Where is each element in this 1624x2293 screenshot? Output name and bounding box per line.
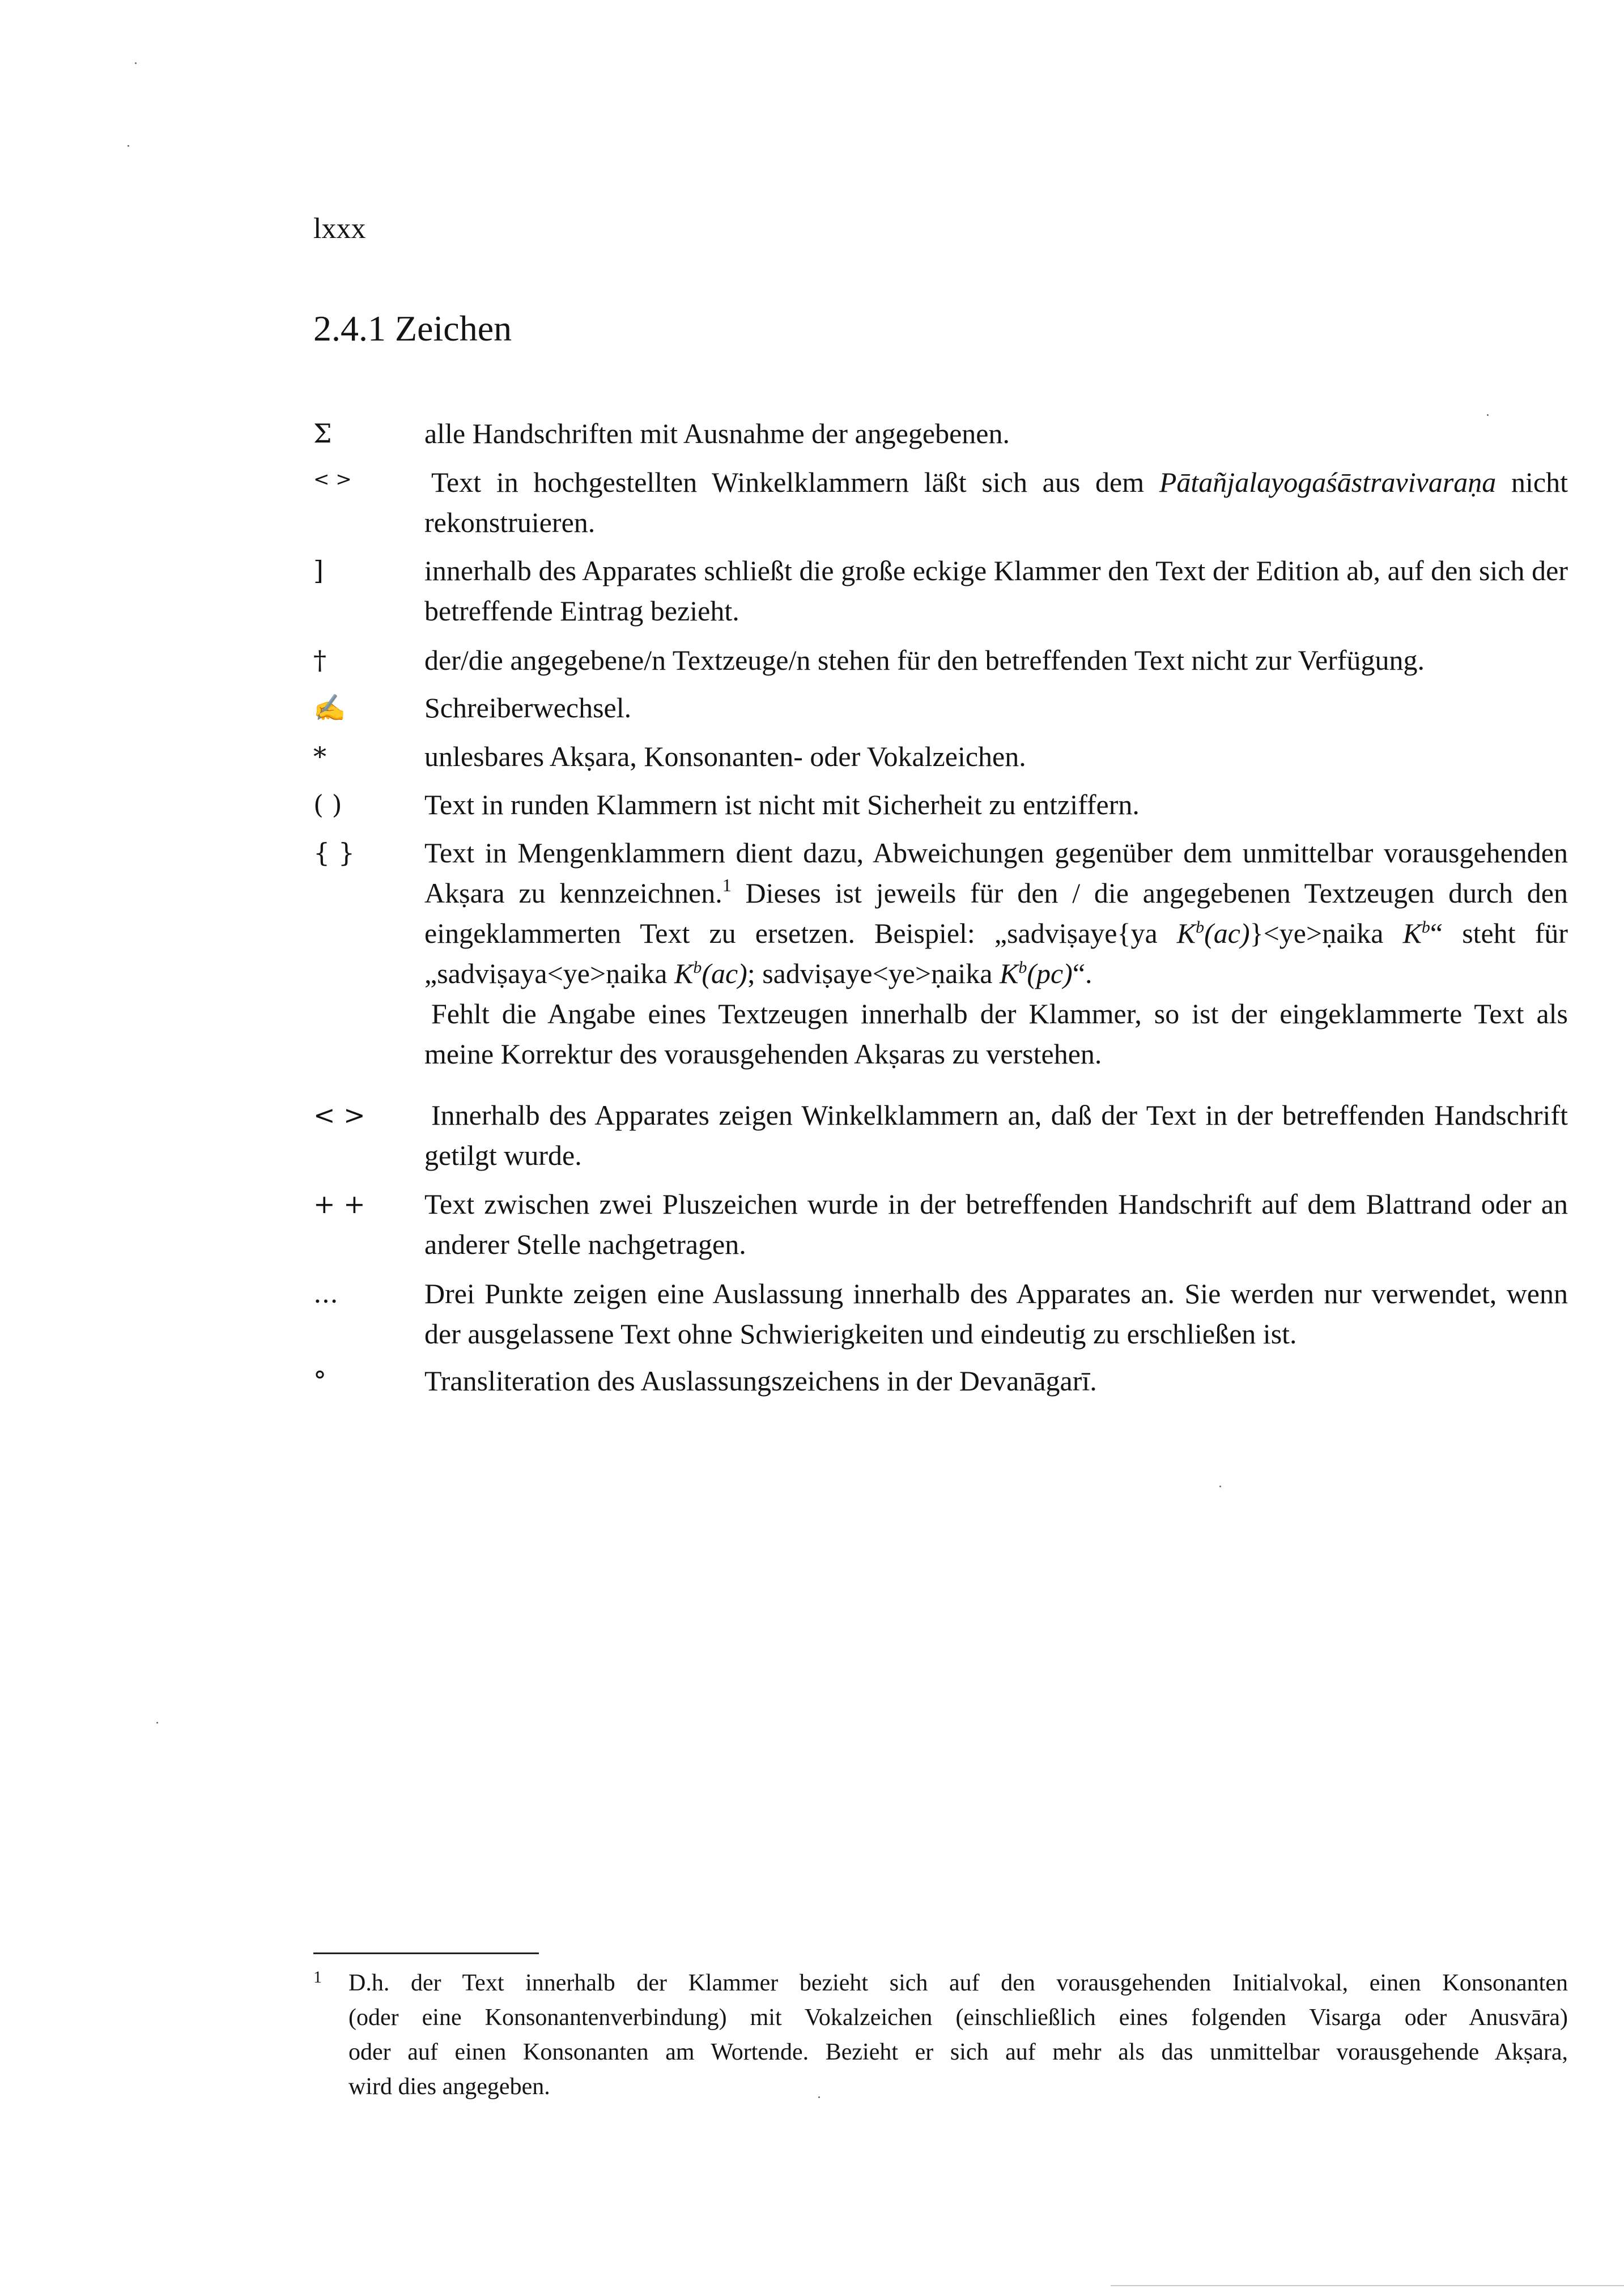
plus-signs-icon: + +	[313, 1189, 365, 1219]
sign-entry-ellipsis	[313, 1274, 1568, 1354]
writing-hand-icon: ✍	[313, 692, 346, 723]
sign-description: Innerhalb des Apparates zeigen Winkelklammern an, daß der Text in der betreffenden Handschrift getilgt wurde.	[424, 1099, 1568, 1171]
sign-entry-angle-brackets	[313, 1095, 1568, 1176]
parentheses-icon: ( )	[313, 789, 342, 820]
scan-speck	[1219, 1486, 1221, 1487]
angle-brackets-icon: < >	[313, 1100, 365, 1130]
sign-entry-right-bracket	[313, 551, 1568, 631]
sign-entry-sigma	[313, 414, 1568, 454]
curly-braces-icon: { }	[313, 837, 355, 868]
degree-ring-icon: °	[313, 1365, 326, 1396]
sign-entry-scribe-change	[313, 688, 1568, 728]
sign-entry-parentheses	[313, 785, 1568, 825]
asterisk-icon: *	[313, 741, 326, 772]
sign-entry-plus-signs	[313, 1184, 1568, 1265]
footnote-divider	[313, 1952, 539, 1954]
sign-description: unlesbares Akṣara, Konsonanten- oder Vokalzeichen.	[424, 741, 1026, 772]
scan-speck	[156, 1722, 158, 1724]
scan-speck	[818, 2096, 820, 2098]
sign-description: Text in Mengenklammern dient dazu, Abweichungen gegenüber dem unmittelbar vorausgehenden Akṣara zu kennzeichnen.$^1$ Dieses ist jeweils für den / die angegebenen Textzeugen durch den eingeklammerten Text zu ersetzen. Beispiel: „sadviṣaye{ya $K^b(ac)\}<ye>ṇaika$ $K^b“$ steht für „sadviṣaya<ye>ṇaika $K^b(ac)$; sadviṣaye<ye>ṇaika $K^b(pc)“$. Fehlt die Angabe eines Textzeugen innerhalb der Klammer, so ist der eingeklammerte Text als meine Korrektur des vorausgehenden Akṣaras zu verstehen.	[424, 833, 1568, 1074]
sigma-icon: Σ	[313, 418, 332, 449]
superscript-angle-brackets-icon: < >	[313, 468, 352, 491]
footnote-text: D.h. der Text innerhalb der Klammer bezieht sich auf den vorausgehenden Initialvokal, einen Konsonanten (oder eine Konsonantenverbindung) mit Vokalzeichen (einschließlich eines folgenden Visarga oder Anusvāra) oder auf einen Konsonanten am Wortende. Bezieht er sich auf mehr als das unmittelbar vorausgehende Akṣara, wird dies angegeben.	[348, 1970, 1568, 2100]
page-number: lxxx	[313, 212, 366, 245]
sign-description: Text in runden Klammern ist nicht mit Sicherheit zu entziffern.	[424, 789, 1140, 820]
sign-entry-asterisk	[313, 737, 1568, 777]
footnote-marker: 1	[313, 1968, 322, 1986]
work-title: Pātañjalayogaśāstravivaraṇa	[1159, 466, 1497, 498]
sign-description: Schreiberwechsel.	[424, 692, 632, 724]
sign-description-note: Fehlt die Angabe eines Textzeugen innerhalb der Klammer, so ist der eingeklammerte Text als meine Korrektur des vorausgehenden Akṣaras zu verstehen.	[424, 998, 1568, 1070]
sign-description: innerhalb des Apparates schließt die große eckige Klammer den Text der Edition ab, auf den sich der betreffende Eintrag bezieht.	[424, 555, 1568, 627]
scan-speck	[135, 62, 137, 64]
ellipsis-icon: ...	[313, 1278, 338, 1309]
sign-description: Drei Punkte zeigen eine Auslassung innerhalb des Apparates an. Sie werden nur verwendet, wenn der ausgelassene Text ohne Schwierigkeiten und eindeutig zu erschließen ist.	[424, 1278, 1568, 1350]
footnote-reference[interactable]: 1	[722, 875, 732, 895]
sign-description: der/die angegebene/n Textzeuge/n stehen für den betreffenden Text nicht zur Verfügung.	[424, 644, 1425, 676]
sign-entry-degree-ring	[313, 1361, 1568, 1401]
scan-edge-line	[1111, 2285, 1624, 2286]
dagger-icon: †	[313, 645, 326, 675]
sign-entry-superscript-angle-brackets	[313, 462, 1568, 543]
section-heading: 2.4.1 Zeichen	[313, 308, 512, 348]
sign-description: Text zwischen zwei Pluszeichen wurde in der betreffenden Handschrift auf dem Blattrand oder an anderer Stelle nachgetragen.	[424, 1188, 1568, 1260]
footnote	[313, 1966, 1568, 2104]
scan-speck	[127, 145, 129, 147]
sign-entry-curly-braces	[313, 833, 1568, 1074]
scan-speck	[1487, 414, 1489, 416]
sign-description: Transliteration des Auslassungszeichens in der Devanāgarī.	[424, 1365, 1097, 1397]
right-square-bracket-icon: ]	[313, 555, 324, 586]
sign-description: alle Handschriften mit Ausnahme der angegebenen.	[424, 418, 1010, 449]
sign-description: Text in hochgestellten Winkelklammern läßt sich aus dem Pātañjalayogaśāstravivaraṇa nicht rekonstruieren.	[424, 466, 1568, 538]
sign-entry-dagger	[313, 640, 1568, 680]
